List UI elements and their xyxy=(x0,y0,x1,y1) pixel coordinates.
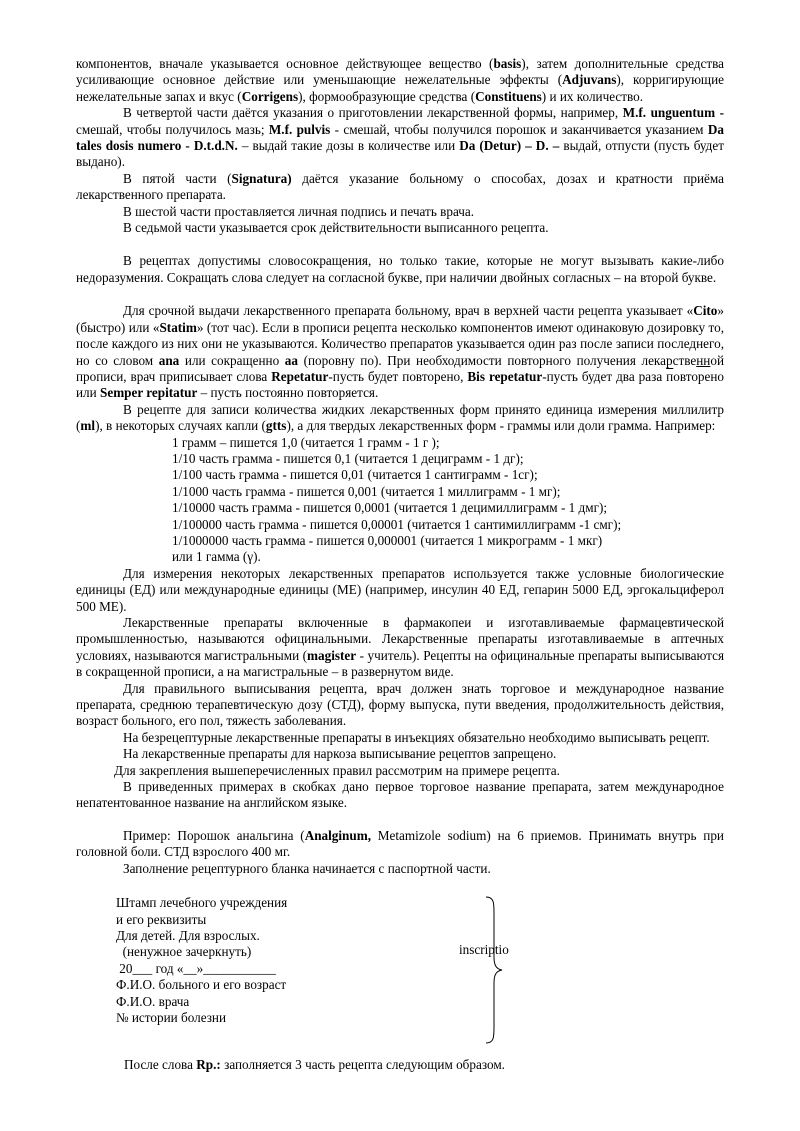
text: В пятой части ( xyxy=(123,170,232,186)
text: В четвертой части даётся указания о приготовлении лекарственной формы, например, xyxy=(123,105,623,121)
text: (поровну по). При необходимости повторного получения лекарстве xyxy=(297,352,697,368)
term-cito: Cito xyxy=(693,303,718,319)
paragraph-correct-prescription: Для правильного выписывания рецепта, врач должен знать торговое и международное название препарата, среднюю терапевтическую дозу (СТД), форму выпуска, пути введения, продолжительность действия, возраст больного, его пол, тяжесть заболевания. xyxy=(76,680,724,729)
text: даётся указание больному о способах, дозах и кратности приёма лекарственного препарата. xyxy=(76,170,725,203)
text: -пусть будет два раза xyxy=(542,368,667,384)
term-mf-unguentum: M.f. unguentum - xyxy=(622,105,724,121)
text: ), а для твердых лекарственных форм - граммы или доли грамма. Например: xyxy=(286,418,716,434)
paragraph-urgent xyxy=(76,303,724,401)
text: ) и их количество. xyxy=(541,88,644,104)
text: Для срочной выдачи лекарственного препарата больному, врач в верхней части рецепта указывает « xyxy=(123,303,694,319)
text: ой прописи, врач приписывает слова xyxy=(76,352,724,384)
text: компонентов, вначале указывается основное действующее вещество ( xyxy=(76,56,494,71)
term-ana: ana xyxy=(158,352,180,368)
text: п xyxy=(666,368,674,384)
term-da-detur: Da (Detur) – D. – xyxy=(459,138,560,154)
text: ), затем дополнительные средства усиливающие основное действие или уменьшающие нежелательные эффекты ( xyxy=(76,56,724,88)
blank-line: Для детей. Для взрослых. xyxy=(116,927,260,943)
right-brace-icon xyxy=(484,895,504,1045)
blank-line: № истории болезни xyxy=(116,1009,227,1025)
term-corrigens: Corrigens xyxy=(241,88,299,104)
text: ), корригирующие нежелательные запах и вкус ( xyxy=(76,72,724,104)
term-gtts: gtts xyxy=(265,418,287,434)
paragraph-names-note: В приведенных примерах в скобках дано первое торговое название препарата, затем международное непатентованное название на английском языке. xyxy=(76,779,724,811)
paragraph-biological-units: Для измерения некоторых лекарственных препаратов используется также условные биологические единицы (ЕД) или международные единицы (МЕ) (например, инсулин 40 ЕД, гепарин 5000 ЕД, эргокальциферол 500 МЕ). xyxy=(76,565,724,614)
term-adjuvans: Adjuvans xyxy=(562,72,617,88)
paragraph-after-rp xyxy=(124,1057,724,1073)
prescription-blank xyxy=(76,895,724,1045)
text: » (тот час). Если в прописи рецепта несколько компонентов имеют одинаковую дозировку то, после каждого из них они не указываются. Количество препаратов указывается один раз после записи последнего, но со словом xyxy=(76,319,724,368)
list-item: 1/1000000 часть грамма - пишется 0,000001 (читается 1 микрограмм - 1 мкг) xyxy=(172,532,603,548)
list-item: 1/100 часть грамма - пишется 0,01 (читается 1 сантиграмм - 1сг); xyxy=(172,467,538,483)
paragraph-blank-start: Заполнение рецептурного бланка начинается с паспортной части. xyxy=(123,860,491,876)
text: овторено или xyxy=(76,368,725,401)
list-item: 1/1000 часть грамма - пишется 0,001 (читается 1 миллиграмм - 1 мг); xyxy=(172,483,561,499)
term-bis-repetatur: Bis repetatur xyxy=(467,368,543,384)
term-repetatur: Repetatur xyxy=(271,368,329,384)
blank-line: 20___ год «__»___________ xyxy=(116,960,276,976)
inscriptio-label: inscriptio xyxy=(459,942,509,958)
blank-line: Ф.И.О. больного и его возраст xyxy=(116,977,287,993)
list-item: 1 грамм – пишется 1,0 (читается 1 грамм - 1 г ); xyxy=(172,434,440,450)
text: – выдай такие дозы в количестве или xyxy=(237,138,460,154)
term-rp: Rp.: xyxy=(196,1057,221,1073)
units-list xyxy=(172,435,724,566)
paragraph-abbreviations: В рецептах допустимы словосокращения, но только такие, которые не могут вызывать какие-либо недоразумения. Сокращать слова следует на согласной букве, при наличии двойных согласных – на второй букве. xyxy=(76,253,724,285)
text: выдай, отпусти (пусть будет выдано). xyxy=(76,138,725,170)
list-item: 1/10000 часть грамма - пишется 0,0001 (читается 1 децимиллиграмм - 1 дмг); xyxy=(172,500,608,516)
text: После слова xyxy=(124,1057,197,1073)
term-statim: Statim xyxy=(159,319,197,335)
text: -пусть будет повторено, xyxy=(328,368,468,384)
text: ), формообразующие средства ( xyxy=(298,88,476,104)
document-page xyxy=(76,56,724,1074)
text: или сокращенно xyxy=(179,352,285,368)
list-item-gamma: или 1 гамма (γ). xyxy=(172,549,261,565)
text: заполняется 3 часть рецепта следующим образом. xyxy=(220,1057,505,1073)
text: нн xyxy=(696,352,711,368)
text: » (быстро) или « xyxy=(76,303,724,335)
paragraph-sixth-part: В шестой части проставляется личная подпись и печать врача. xyxy=(123,203,475,219)
blank-fields xyxy=(116,895,287,1026)
term-signatura: Signatura) xyxy=(231,170,292,186)
paragraph-fourth-part xyxy=(76,105,724,171)
list-item: 1/10 часть грамма - пишется 0,1 (читается 1 дециграмм - 1 дг); xyxy=(172,450,524,466)
term-ml: ml xyxy=(80,418,96,434)
paragraph-officinal xyxy=(76,615,724,681)
text: - учитель). Рецепты на официнальные препараты выписываются в сокращенной прописи, а на магистральные – в развернутом виде. xyxy=(76,647,725,680)
term-mf-pulvis: M.f. pulvis xyxy=(268,121,331,137)
blank-line: и его реквизиты xyxy=(116,911,207,927)
text: Пример: Порошок анальгина ( xyxy=(123,827,305,843)
text: Metamizole sodium) на 6 приемов. Принимать внутрь при головной боли. СТД взрослого 400 мг. xyxy=(76,827,724,860)
term-dtdn: Da tales dosis numero - D.t.d.N. xyxy=(76,121,724,154)
paragraph-anesthesia: На лекарственные препараты для наркоза выписывание рецептов запрещено. xyxy=(123,746,557,762)
blank-line: Ф.И.О. врача xyxy=(116,993,190,1009)
paragraph-example-intro: Для закрепления вышеперечисленных правил рассмотрим на примере рецепта. xyxy=(114,762,560,778)
blank-line: Штамп лечебного учреждения xyxy=(116,895,288,911)
term-magister: magister xyxy=(307,647,357,663)
paragraph-components xyxy=(76,56,724,105)
text: - смешай, чтобы получился порошок и заканчивается указанием xyxy=(330,121,708,137)
blank-line: (ненужное зачеркнуть) xyxy=(116,944,252,960)
term-semper-repitatur: Semper repitatur xyxy=(100,385,198,401)
paragraph-seventh-part: В седьмой части указывается срок действительности выписанного рецепта. xyxy=(123,220,549,236)
paragraph-injections: На безрецептурные лекарственные препараты в инъекциях обязательно необходимо выписывать рецепт. xyxy=(123,729,710,745)
list-item: 1/100000 часть грамма - пишется 0,00001 (читается 1 сантимиллиграмм -1 смг); xyxy=(172,516,622,532)
term-constituens: Constituens xyxy=(475,88,542,104)
text: ), в некоторых случаях капли ( xyxy=(95,418,266,434)
term-basis: basis xyxy=(493,56,522,71)
paragraph-example xyxy=(76,828,724,861)
text: – пусть постоянно повторяется. xyxy=(197,385,379,401)
paragraph-units xyxy=(76,402,724,435)
term-aa: aa xyxy=(284,352,298,368)
term-analginum: Analginum, xyxy=(304,827,372,843)
text: В рецепте для записи количества жидких лекарственных форм принято единица измерения миллилитр ( xyxy=(76,401,724,434)
text: Лекарственные препараты включенные в фармакопеи и изготавливаемые фармацевтической промышленностью, называются официнальными. Лекарственные препараты изготавливаемые в аптечных условиях, называются магистральными ( xyxy=(76,615,724,663)
paragraph-fifth-part xyxy=(76,171,724,204)
text: смешай, чтобы получилось мазь; xyxy=(76,121,269,137)
